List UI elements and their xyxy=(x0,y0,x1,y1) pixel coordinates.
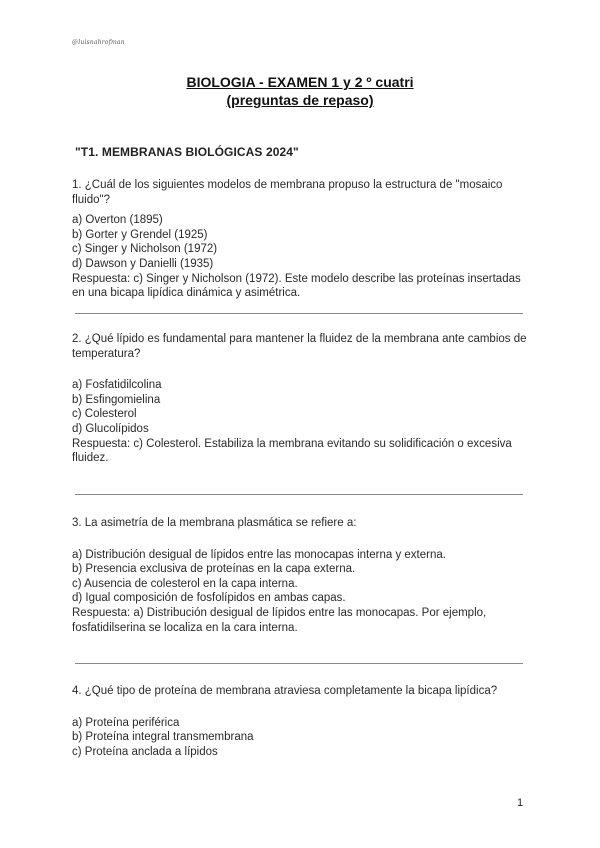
question-text: 4. ¿Qué tipo de proteína de membrana atraviesa completamente la bicapa lipídica? xyxy=(72,685,498,697)
document-title: BIOLOGIA - EXAMEN 1 y 2 º cuatri xyxy=(186,74,414,90)
answer-text: Respuesta: c) Singer y Nicholson (1972). Este modelo describe las proteínas insertadas en una bicapa lipídica dinámica y asimétrica. xyxy=(72,272,521,300)
option-item: b) Esfingomielina xyxy=(72,393,161,406)
page-number: 1 xyxy=(517,797,524,809)
option-item: d) Glucolípidos xyxy=(72,422,149,435)
separator-line xyxy=(75,663,523,664)
section-title: "T1. MEMBRANAS BIOLÓGICAS 2024" xyxy=(75,145,299,159)
option-item: b) Proteína integral transmembrana xyxy=(72,731,254,744)
option-item: a) Fosfatidilcolina xyxy=(72,379,162,392)
separator-line xyxy=(75,494,523,495)
separator-line xyxy=(75,313,523,314)
question-text: 1. ¿Cuál de los siguientes modelos de membrana propuso la estructura de "mosaico fluido"? xyxy=(72,179,503,206)
question-block-4 xyxy=(72,684,532,759)
option-item: a) Proteína periférica xyxy=(72,716,180,729)
question-text: 3. La asimetría de la membrana plasmática se refiere a: xyxy=(72,517,357,529)
document-subtitle: (preguntas de repaso) xyxy=(226,92,374,108)
author-watermark: @luisnahrofman xyxy=(72,39,125,46)
question-block-2 xyxy=(72,332,532,466)
option-item: d) Dawson y Danielli (1935) xyxy=(72,257,214,270)
option-item: b) Presencia exclusiva de proteínas en la capa externa. xyxy=(72,563,356,576)
option-item: c) Ausencia de colesterol en la capa interna. xyxy=(72,577,298,590)
question-text: 2. ¿Qué lípido es fundamental para mantener la fluidez de la membrana ante cambios de temperatura? xyxy=(72,333,527,360)
option-item: a) Overton (1895) xyxy=(72,214,163,227)
option-item: b) Gorter y Grendel (1925) xyxy=(72,228,208,241)
option-item: c) Colesterol xyxy=(72,408,137,421)
answer-text: Respuesta: c) Colesterol. Estabiliza la membrana evitando su solidificación o excesiva fluidez. xyxy=(72,437,512,465)
question-block-1 xyxy=(72,178,532,301)
option-item: c) Singer y Nicholson (1972) xyxy=(72,243,218,256)
option-item: a) Distribución desigual de lípidos entre las monocapas interna y externa. xyxy=(72,548,446,561)
option-item: d) Igual composición de fosfolípidos en ambas capas. xyxy=(72,592,346,605)
option-item: c) Proteína anclada a lípidos xyxy=(72,745,218,758)
answer-text: Respuesta: a) Distribución desigual de lípidos entre las monocapas. Por ejemplo, fosfatidilserina se localiza en la cara interna. xyxy=(72,606,487,634)
question-block-3 xyxy=(72,516,532,635)
